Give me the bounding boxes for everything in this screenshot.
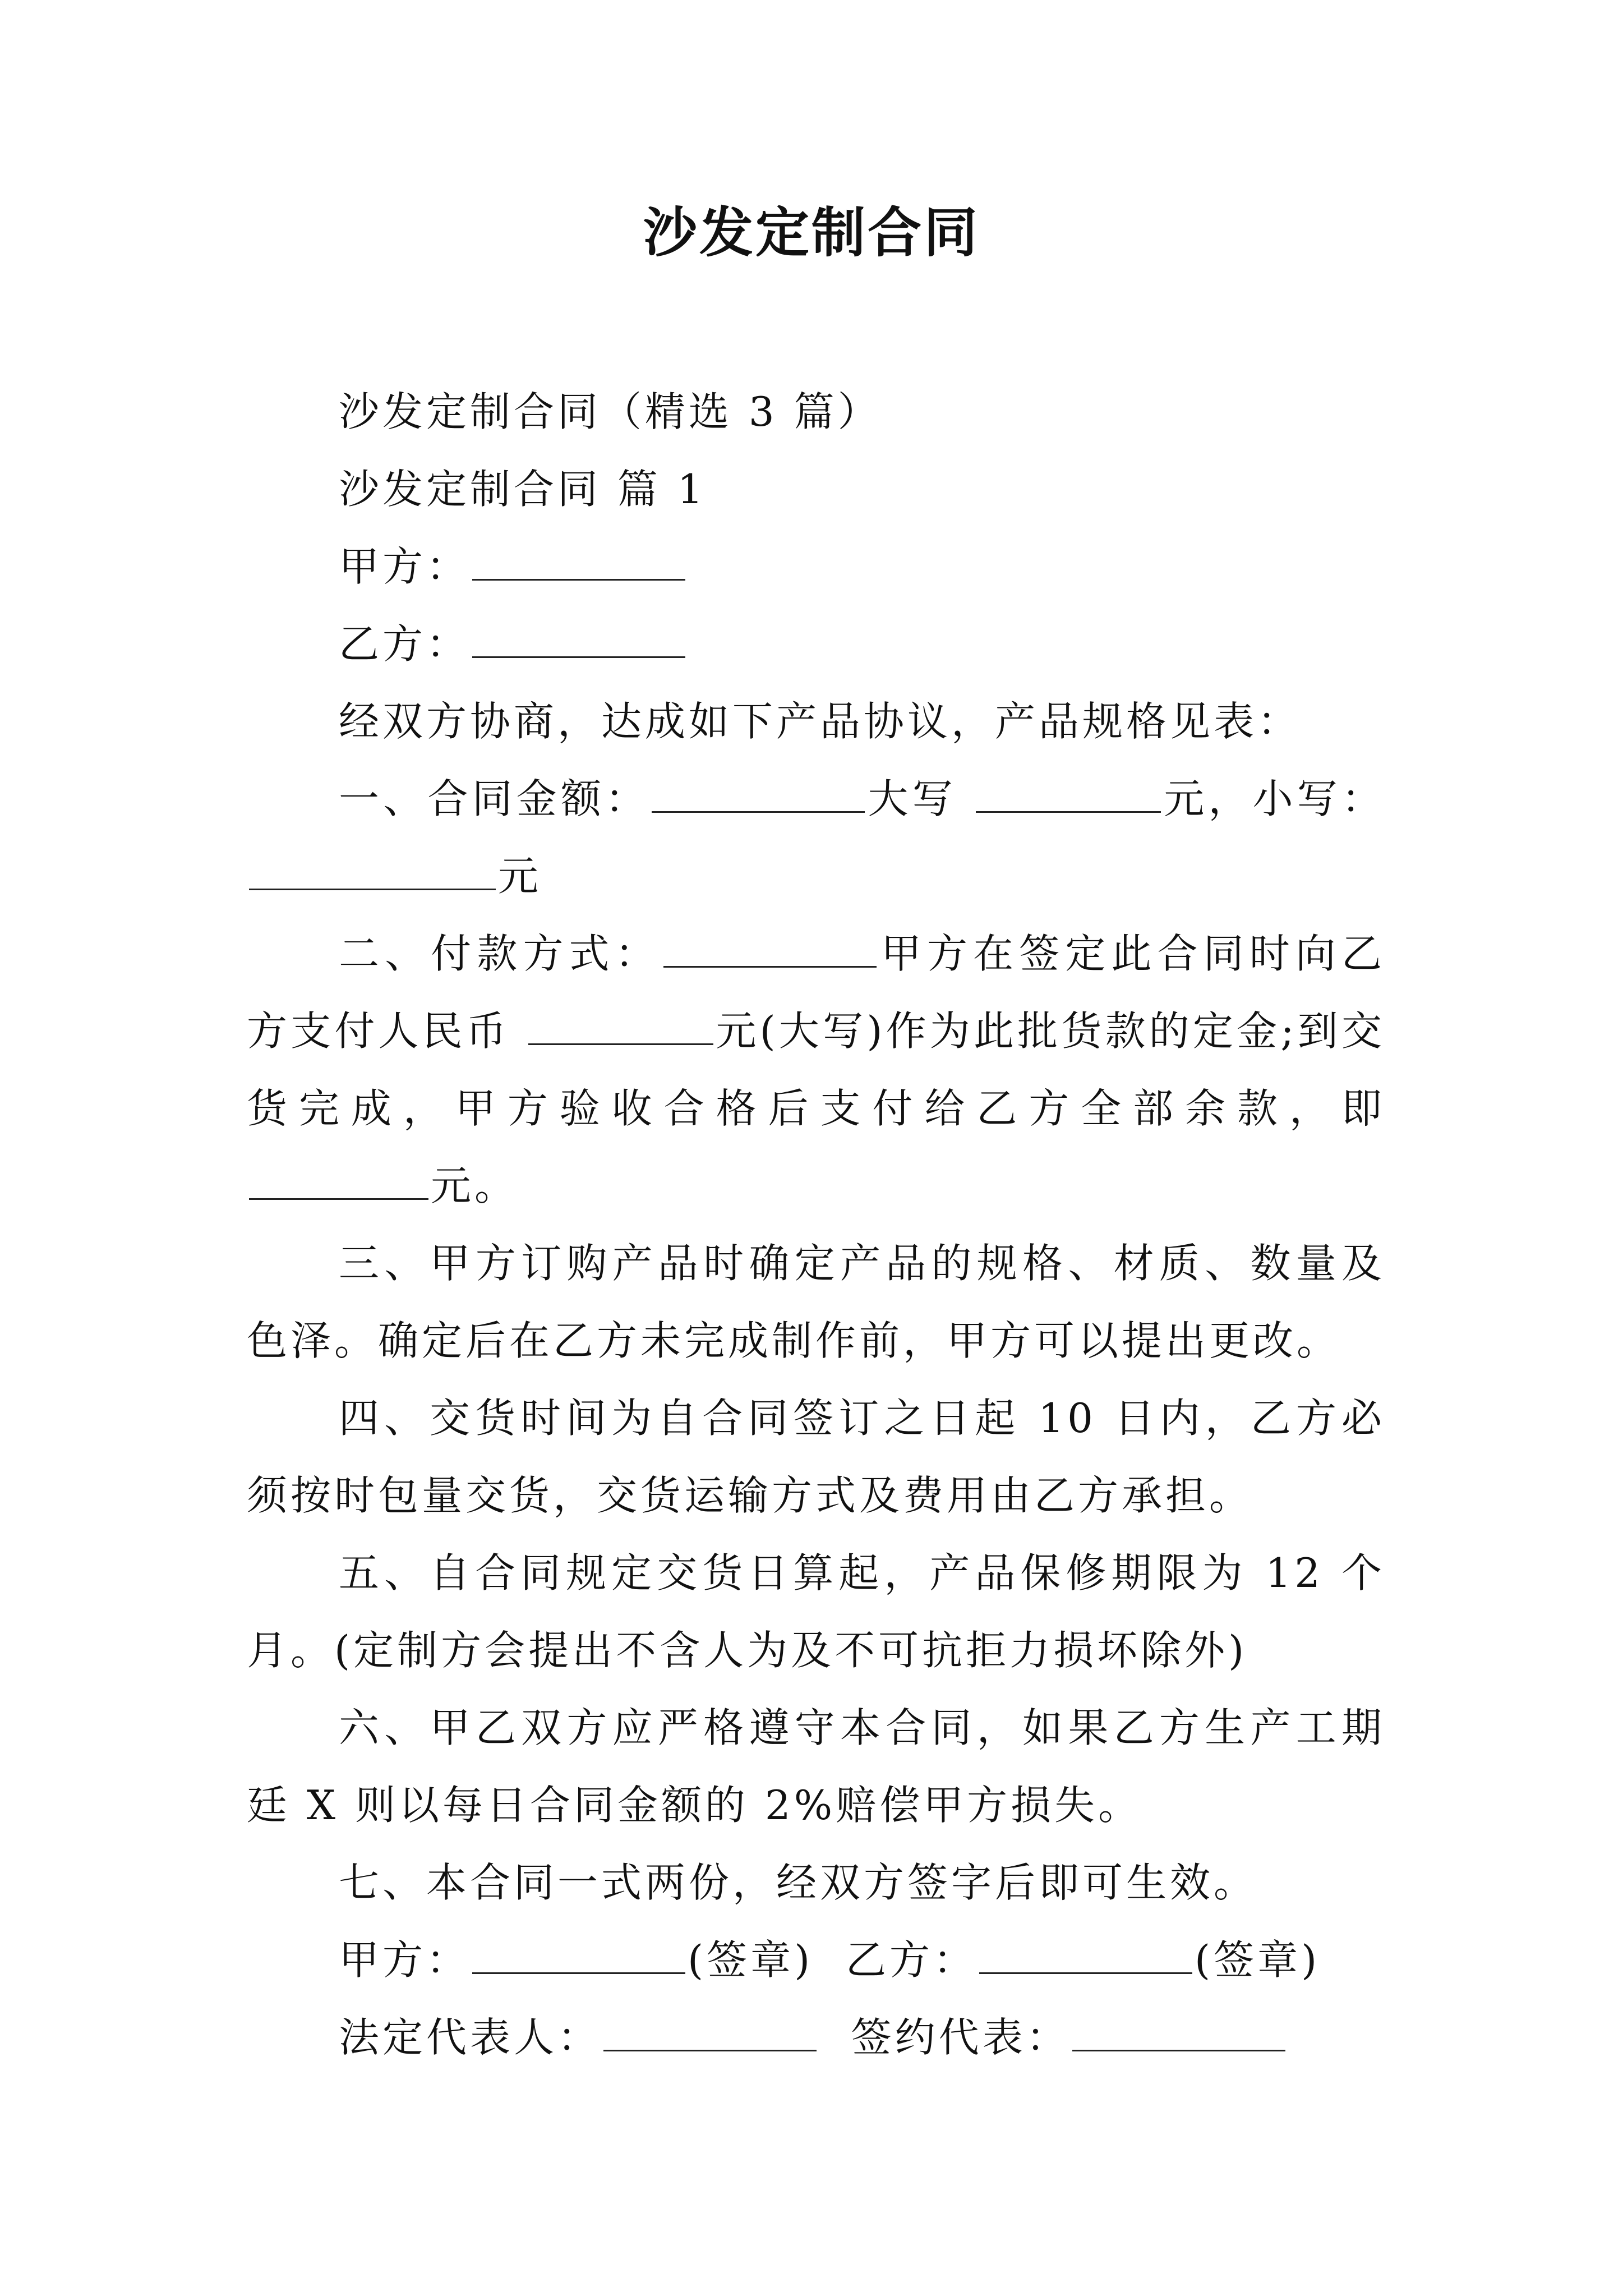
clause-1-label: 一、合同金额： <box>339 775 650 822</box>
clause-2 <box>247 915 1385 1225</box>
clause-6 <box>247 1689 1385 1844</box>
small-label: 元，小写： <box>1163 775 1385 822</box>
intro-paragraph <box>247 683 1385 760</box>
deposit-blank <box>528 1006 713 1045</box>
sign-rep-label: 签约代表： <box>851 2014 1070 2061</box>
clause-1 <box>247 760 1385 915</box>
sign-party-a-label: 甲方： <box>339 1936 471 1984</box>
clause-2-label: 二、付款方式： <box>339 930 661 977</box>
subtitle-text: 沙发定制合同（精选 3 篇） <box>339 388 882 435</box>
party-b-line <box>247 605 1385 683</box>
party-b-blank <box>472 619 685 658</box>
party-b-label: 乙方： <box>339 620 471 668</box>
section-heading <box>247 450 1385 528</box>
small-amount-blank <box>249 852 496 890</box>
intro-text: 经双方协商，达成如下产品协议，产品规格见表： <box>339 698 1302 745</box>
document-body <box>247 373 1385 2076</box>
clause-2-text-c: 元。 <box>431 1162 519 1209</box>
sign-party-b-blank <box>979 1935 1192 1974</box>
sign-party-b-label: 乙方： <box>845 1936 977 1984</box>
payment-method-blank <box>663 929 877 968</box>
sign-party-a-blank <box>472 1935 685 1974</box>
clause-7 <box>247 1844 1385 1921</box>
balance-blank <box>249 1161 428 1200</box>
amount-blank <box>652 774 865 813</box>
party-a-line <box>247 528 1385 605</box>
subtitle-line <box>247 373 1385 450</box>
seal-b-label: (签章) <box>1195 1936 1321 1984</box>
clause-4 <box>247 1379 1385 1534</box>
sign-rep-blank <box>1072 2013 1285 2051</box>
document-title: 沙发定制合同 <box>643 201 980 264</box>
clause-6-text: 六、甲乙双方应严格遵守本合同，如果乙方生产工期廷 X 则以每日合同金额的 2%赔偿甲方损失。 <box>247 1704 1385 1829</box>
signature-line-1 <box>247 1921 1385 1999</box>
signature-line-2 <box>247 1999 1385 2076</box>
capital-label: 大写 <box>867 775 957 822</box>
clause-5 <box>247 1534 1385 1689</box>
clause-2-text-a: 甲方在签定此合同时向乙方支付人民币 <box>247 930 1385 1055</box>
party-a-label: 甲方： <box>339 543 471 590</box>
capital-amount-blank <box>976 774 1161 813</box>
seal-a-label: (签章) <box>688 1936 814 1984</box>
legal-rep-label: 法定代表人： <box>339 2014 602 2061</box>
clause-3-text: 三、甲方订购产品时确定产品的规格、材质、数量及色泽。确定后在乙方未完成制作前，甲方可以提出更改。 <box>247 1240 1385 1364</box>
section-text: 沙发定制合同 篇 1 <box>339 466 707 513</box>
clause-4-text: 四、交货时间为自合同签订之日起 10 日内，乙方必须按时包量交货，交货运输方式及费用由乙方承担。 <box>247 1395 1385 1519</box>
clause-3 <box>247 1225 1385 1379</box>
yuan-label: 元 <box>498 853 542 900</box>
clause-7-text: 七、本合同一式两份，经双方签字后即可生效。 <box>339 1859 1258 1906</box>
clause-5-text: 五、自合同规定交货日算起，产品保修期限为 12 个月。(定制方会提出不含人为及不可抗拒力损坏除外) <box>247 1549 1385 1674</box>
legal-rep-blank <box>603 2013 817 2051</box>
clause-2-text-b: 元(大写)作为此批货款的定金;到交货完成，甲方验收合格后支付给乙方全部余款，即 <box>247 1007 1385 1132</box>
party-a-blank <box>472 542 685 581</box>
